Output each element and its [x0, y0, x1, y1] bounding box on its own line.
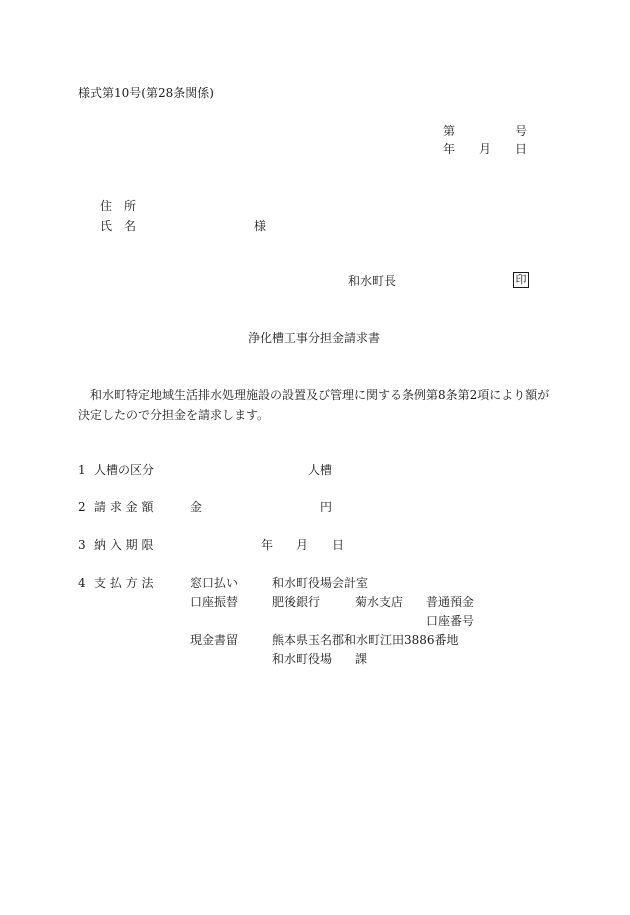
body-paragraph: 和水町特定地域生活排水処理施設の設置及び管理に関する条例第8条第2項により額が決定したので分担金を請求します。 — [78, 388, 550, 422]
item1-number: 1 — [78, 463, 86, 477]
item2-number: 2 — [78, 500, 86, 514]
item3-year: 年 — [261, 538, 274, 552]
payment-registered-section: 課 — [355, 652, 368, 666]
item3-number: 3 — [78, 538, 86, 552]
item4-label: 支 払 方 法 — [94, 576, 154, 590]
payment-transfer-account-number: 口座番号 — [426, 614, 475, 628]
payment-registered-office: 和水町役場 — [272, 652, 333, 666]
item1-unit: 人槽 — [308, 463, 333, 477]
document-title: 浄化槽工事分担金請求書 — [248, 331, 381, 345]
payment-transfer-branch: 菊水支店 — [355, 595, 404, 609]
date-day: 日 — [515, 142, 528, 156]
payment-counter-method: 窓口払い — [190, 576, 239, 590]
payment-transfer-bank: 肥後銀行 — [272, 595, 321, 609]
payment-counter-detail: 和水町役場会計室 — [272, 576, 369, 590]
name-label: 氏 名 — [100, 219, 137, 233]
item3-label: 納 入 期 限 — [94, 538, 154, 552]
payment-registered-address: 熊本県玉名郡和水町江田3886番地 — [272, 633, 459, 647]
date-month: 月 — [479, 142, 492, 156]
item1-label: 人槽の区分 — [94, 463, 155, 477]
payment-transfer-method: 口座振替 — [190, 595, 239, 609]
payment-transfer-account-type: 普通預金 — [426, 595, 475, 609]
item3-day: 日 — [332, 538, 345, 552]
item2-unit: 円 — [320, 500, 333, 514]
doc-number-suffix: 号 — [515, 124, 528, 138]
date-year: 年 — [443, 142, 456, 156]
doc-number-prefix: 第 — [443, 124, 456, 138]
item4-number: 4 — [78, 576, 86, 590]
honorific: 様 — [254, 219, 267, 233]
item3-month: 月 — [296, 538, 309, 552]
address-label: 住 所 — [100, 199, 137, 213]
issuer-title: 和水町長 — [348, 274, 397, 288]
payment-registered-method: 現金書留 — [190, 633, 239, 647]
item2-prefix: 金 — [190, 500, 203, 514]
seal-stamp: 印 — [513, 272, 529, 288]
item2-label: 請 求 金 額 — [94, 500, 154, 514]
form-number: 様式第10号(第28条関係) — [78, 86, 214, 100]
